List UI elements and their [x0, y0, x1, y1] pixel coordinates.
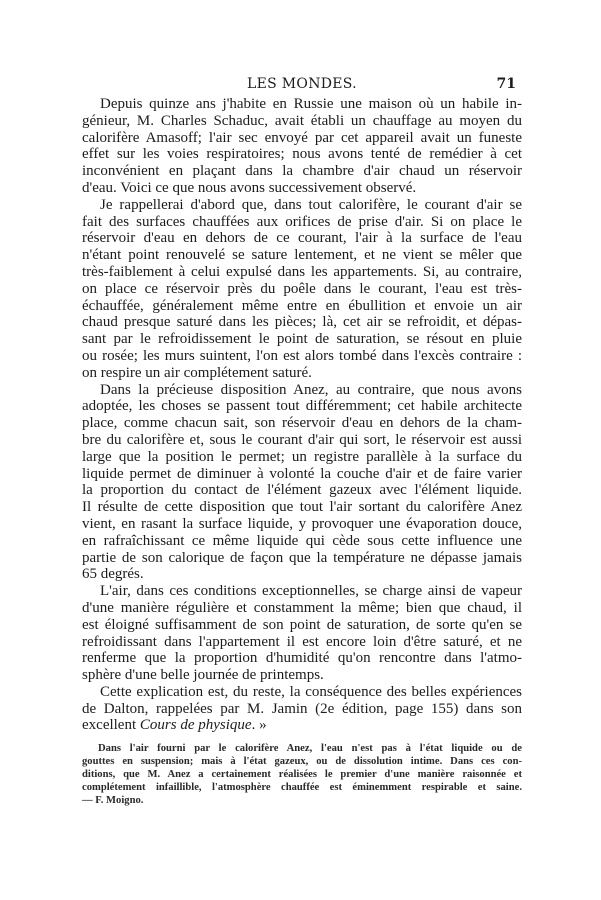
text-line: Cette explication est, du reste, la conséquence des belles expériences [100, 683, 522, 700]
text-line: génieur, M. Charles Schaduc, avait établi un chauffage au moyen du [82, 112, 522, 129]
body-text [82, 96, 522, 734]
text-line: Depuis quinze ans j'habite en Russie une maison où un habile in- [100, 96, 522, 112]
text-line: inconvénient en plaçant dans la chambre d'air chaud un réservoir [82, 163, 522, 180]
text-line: bre du calorifère et, sous le courant d'air qui sort, le réservoir est aussi [82, 431, 522, 448]
text-line: calorifère Amasoff; l'air sec envoyé par cet appareil avait un funeste [82, 129, 522, 146]
book-title: Cours de physique [139, 717, 252, 734]
page-header [82, 76, 522, 94]
text-line: d'une manière régulière et constamment la même; bien que chaud, il [82, 599, 522, 616]
text-line: échauffée, généralement même entre en ébullition et envoie un air [82, 297, 522, 314]
footnote [82, 742, 522, 807]
text-line: on place ce réservoir près du poêle dans le courant, l'eau est très- [82, 280, 522, 297]
text-line: adoptée, les choses se passent tout différemment; cet habile architecte [82, 398, 522, 415]
text-line: vient, en rasant la surface liquide, y provoquer une évaporation douce, [82, 515, 522, 532]
page-number: 71 [496, 76, 516, 92]
text-line: est éloigné suffisamment de son point de saturation, de sorte qu'en se [82, 616, 522, 633]
text-line: renferme que la proportion d'humidité qu'on rencontre dans l'atmo- [82, 650, 522, 667]
paragraph [82, 684, 522, 734]
text-line: réservoir d'eau en dehors de ce courant, l'air à la surface de l'eau [82, 230, 522, 247]
text-line: partie de son calorique de façon que la température ne dépasse jamais [82, 549, 522, 566]
signature: — F. Moigno. [82, 795, 144, 807]
text-line: effet sur les voies respiratoires; nous avons tenté de remédier à cet [82, 146, 522, 163]
text-line: Il résulte de cette disposition que tout l'air sortant du calorifère Anez [82, 499, 522, 516]
text-line: de Dalton, rappelées par M. Jamin (2e édition, page 155) dans son [82, 700, 522, 717]
footnote-line: Dans l'air fourni par le calorifère Anez, l'eau n'est pas à l'état liquide ou de [98, 743, 522, 755]
footnote-line: ditions, que M. Anez a certainement réalisées le premier d'une manière raisonnée et [82, 769, 522, 781]
text-fragment: . » [251, 717, 267, 734]
text-line: n'étant point renouvelé se sature lentement, et ne vient se mêler que [82, 247, 522, 264]
paragraph [82, 382, 522, 584]
text-line: on respire un air complétement saturé. [82, 364, 312, 381]
text-line: Dans la précieuse disposition Anez, au contraire, que nous avons [100, 381, 522, 398]
page-content [82, 96, 522, 807]
text-line: chaud presque saturé dans les pièces; là, cet air se refroidit, et dépas- [82, 314, 522, 331]
text-line: 65 degrés. [82, 566, 144, 583]
text-line: place, comme chacun sait, son réservoir d'eau en dehors de la cham- [82, 415, 522, 432]
footnote-line: gouttes en suspension; mais à l'état gazeux, ou de dissolution intime. Dans ces con- [82, 756, 522, 768]
text-line: sphère d'une belle journée de printemps. [82, 667, 324, 684]
text-line [82, 717, 522, 734]
footnote-line: complétement infaillible, l'atmosphère chauffée est éminemment respirable et saine. [82, 782, 522, 794]
text-line: ou rosée; les murs suintent, l'on est alors tombé dans l'excès contraire : [82, 347, 522, 364]
text-line: L'air, dans ces conditions exceptionnelles, se charge ainsi de vapeur [100, 583, 522, 600]
running-title: LES MONDES. [247, 76, 357, 92]
text-line: large que la position le permet; un registre parallèle à la surface du [82, 448, 522, 465]
text-line: liquide permet de diminuer à volonté la couche d'air et de faire varier [82, 465, 522, 482]
paragraph [82, 197, 522, 382]
text-line: refroidissant dans l'appartement il est encore loin d'être saturé, et ne [82, 633, 522, 650]
paragraph [82, 583, 522, 684]
text-line: la proportion du contact de l'élément gazeux avec l'élément liquide. [82, 482, 522, 499]
text-line: en rafraîchissant ce même liquide qui cède sous cette influence une [82, 532, 522, 549]
text-line: très-faiblement à celui expulsé dans les appartements. Si, au contraire, [82, 263, 522, 280]
text-line: fait des surfaces chauffées aux orifices de prise d'air. Si on place le [82, 213, 522, 230]
text-line: d'eau. Voici ce que nous avons successivement observé. [82, 179, 417, 196]
text-line: sant par le refroidissement le point de saturation, se résout en pluie [82, 331, 522, 348]
text-fragment: excellent [82, 717, 140, 734]
paragraph [82, 96, 522, 197]
text-line: Je rappellerai d'abord que, dans tout calorifère, le courant d'air se [100, 196, 522, 213]
